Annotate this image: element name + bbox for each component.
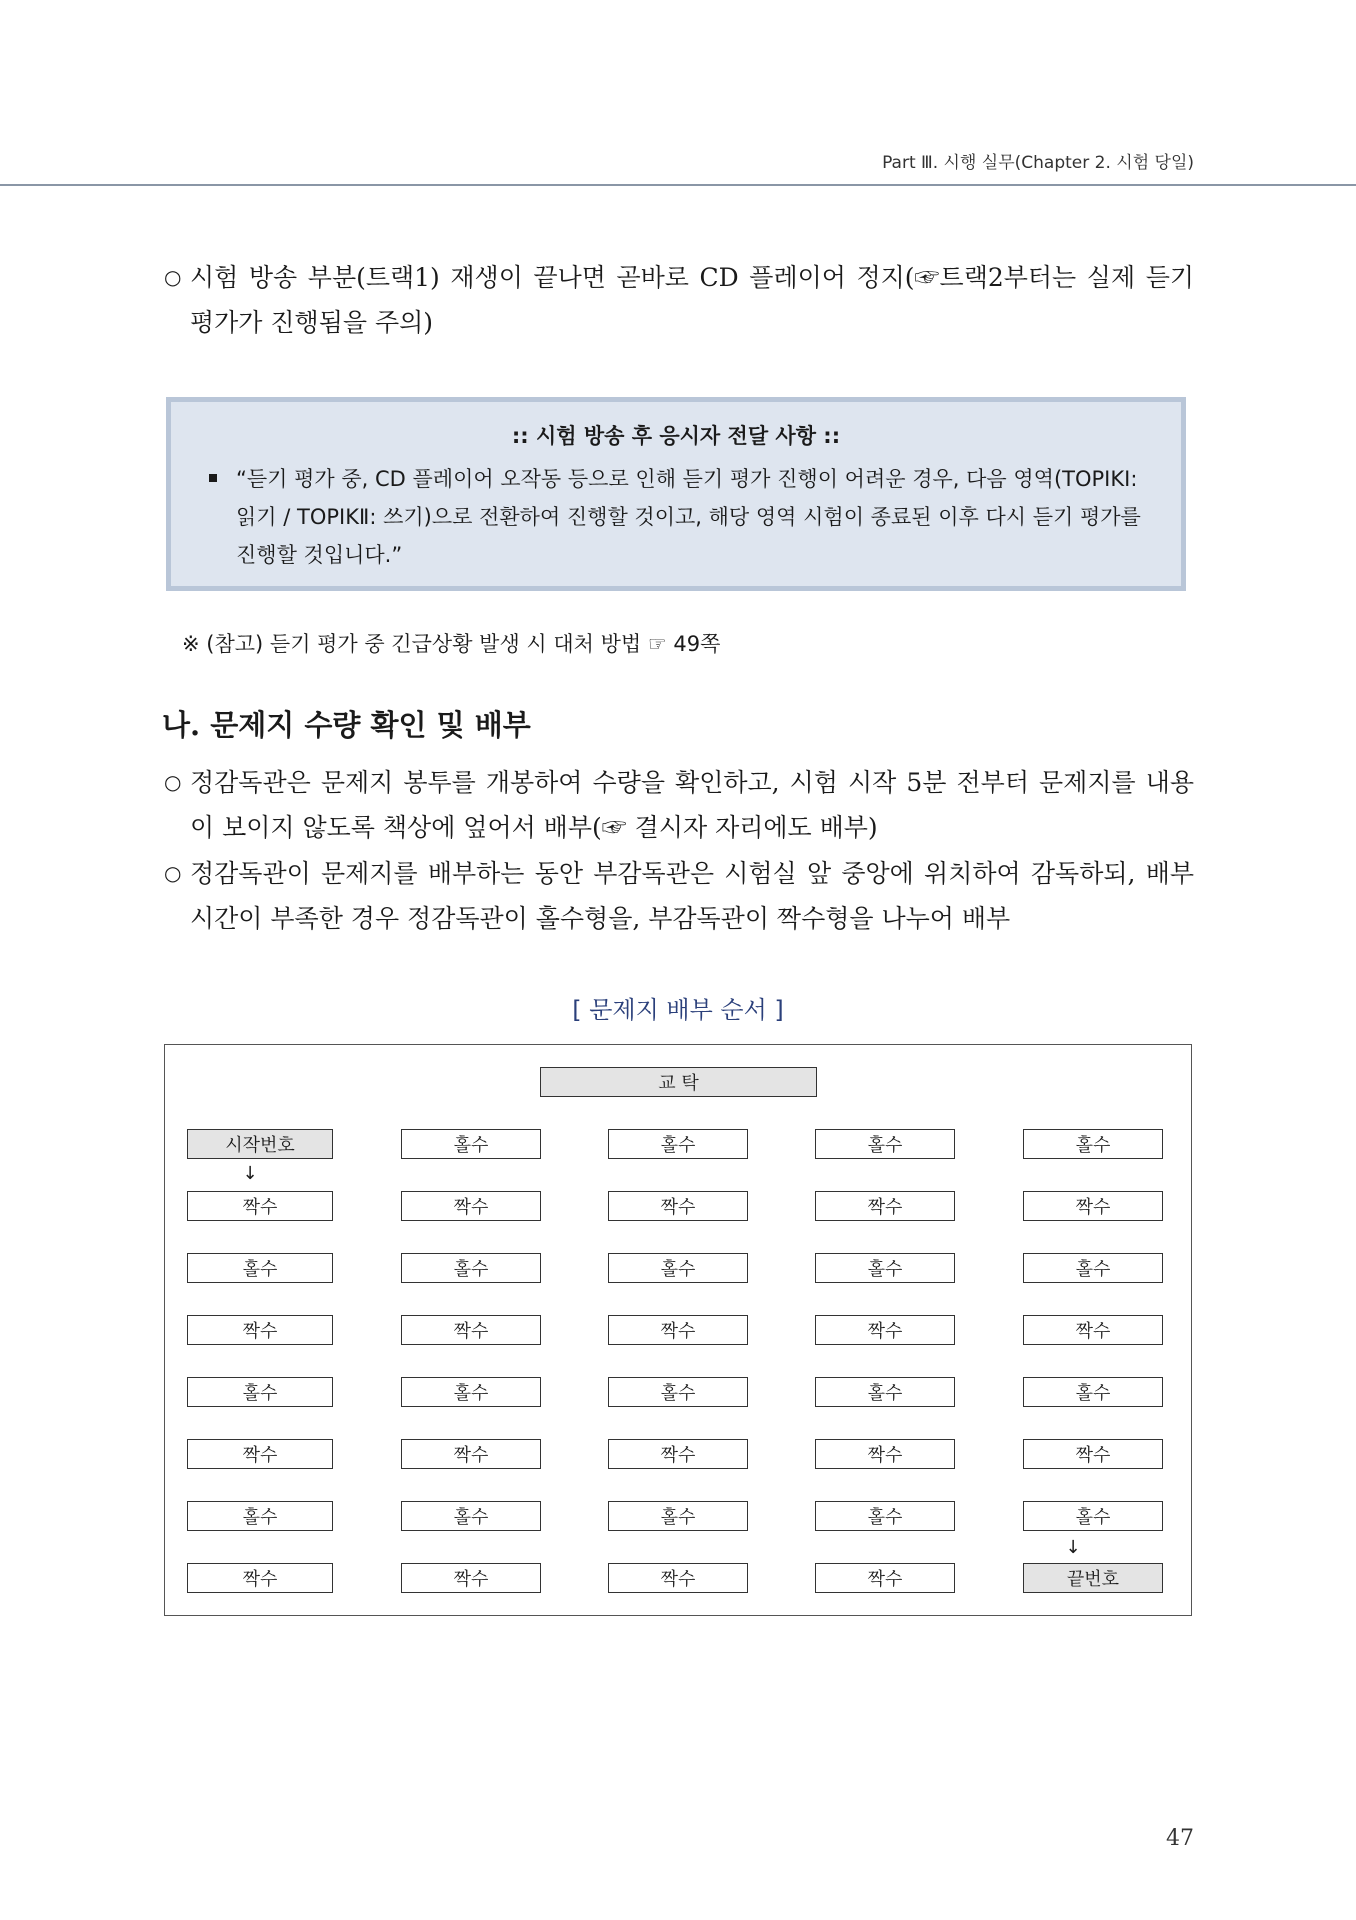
seat-cell: 짝수 <box>608 1191 748 1221</box>
seating-diagram <box>164 1044 1192 1616</box>
seat-cell: 홀수 <box>608 1377 748 1407</box>
reference-note: ※ (참고) 듣기 평가 중 긴급상황 발생 시 대처 방법 ☞ 49쪽 <box>182 632 721 656</box>
seat-cell: 짝수 <box>401 1315 541 1345</box>
seat-cell: 홀수 <box>401 1129 541 1159</box>
circle-bullet-icon: ○ <box>164 770 182 794</box>
paragraph-broadcast <box>164 255 1194 345</box>
seat-cell: 홀수 <box>1023 1501 1163 1531</box>
seat-cell: 짝수 <box>401 1191 541 1221</box>
down-arrow-icon: ↓ <box>242 1163 258 1184</box>
seat-cell: 짝수 <box>815 1563 955 1593</box>
header-rule <box>0 184 1356 186</box>
seat-cell: 홀수 <box>815 1501 955 1531</box>
seat-cell: 짝수 <box>815 1315 955 1345</box>
seat-cell: 홀수 <box>187 1501 333 1531</box>
paragraph-text: 시험 방송 부분(트랙1) 재생이 끝나면 곧바로 CD 플레이어 정지(☞트랙2부터는 실제 듣기 평가가 진행됨을 주의) <box>190 263 1194 337</box>
seat-cell: 홀수 <box>187 1253 333 1283</box>
seat-cell: 짝수 <box>815 1191 955 1221</box>
seat-cell: 짝수 <box>1023 1439 1163 1469</box>
seat-cell: 홀수 <box>401 1253 541 1283</box>
seat-cell: 짝수 <box>187 1439 333 1469</box>
seat-cell: 짝수 <box>608 1439 748 1469</box>
seat-cell: 홀수 <box>608 1253 748 1283</box>
circle-bullet-icon: ○ <box>164 265 182 289</box>
seat-cell: 짝수 <box>608 1315 748 1345</box>
seat-cell: 짝수 <box>401 1439 541 1469</box>
seat-cell: 짝수 <box>1023 1191 1163 1221</box>
page-number: 47 <box>1166 1826 1194 1851</box>
seat-cell: 홀수 <box>608 1129 748 1159</box>
seat-cell: 짝수 <box>608 1563 748 1593</box>
teacher-desk: 교 탁 <box>540 1067 817 1097</box>
square-bullet-icon <box>209 474 217 482</box>
seat-cell: 짝수 <box>815 1439 955 1469</box>
seat-cell: 짝수 <box>1023 1315 1163 1345</box>
section-heading: 나. 문제지 수량 확인 및 배부 <box>162 708 531 742</box>
notice-text: “듣기 평가 중, CD 플레이어 오작동 등으로 인해 듣기 평가 진행이 어려운 경우, 다음 영역(TOPIKⅠ: 읽기 / TOPIKⅡ: 쓰기)으로 전환하여 진행할 것이고, 해당 영역 시험이 종료된 이후 다시 듣기 평가를 진행할 것입니다.” <box>236 467 1141 567</box>
paragraph-text: 정감독관이 문제지를 배부하는 동안 부감독관은 시험실 앞 중앙에 위치하여 감독하되, 배부 시간이 부족한 경우 정감독관이 홀수형을, 부감독관이 짝수형을 나누어 배부 <box>190 859 1194 933</box>
notice-box <box>166 397 1186 591</box>
paragraph-text: 정감독관은 문제지 봉투를 개봉하여 수량을 확인하고, 시험 시작 5분 전부터 문제지를 내용이 보이지 않도록 책상에 엎어서 배부(☞ 결시자 자리에도 배부) <box>190 768 1194 842</box>
down-arrow-icon: ↓ <box>1065 1537 1081 1558</box>
seat-cell: 홀수 <box>187 1377 333 1407</box>
paragraph-distribute <box>164 760 1194 850</box>
seat-cell: 홀수 <box>401 1501 541 1531</box>
seat-cell: 홀수 <box>815 1253 955 1283</box>
running-header: Part Ⅲ. 시행 실무(Chapter 2. 시험 당일) <box>882 153 1194 173</box>
seat-cell: 짝수 <box>187 1563 333 1593</box>
seat-cell: 홀수 <box>815 1129 955 1159</box>
notice-title: :: 시험 방송 후 응시자 전달 사항 :: <box>511 424 841 448</box>
seat-cell: 홀수 <box>1023 1253 1163 1283</box>
start-seat: 시작번호 <box>187 1129 333 1159</box>
seat-cell: 홀수 <box>401 1377 541 1407</box>
figure-title: [ 문제지 배부 순서 ] <box>572 996 784 1024</box>
seat-cell: 홀수 <box>608 1501 748 1531</box>
circle-bullet-icon: ○ <box>164 861 182 885</box>
seat-cell: 짝수 <box>401 1563 541 1593</box>
seat-cell: 홀수 <box>1023 1377 1163 1407</box>
seat-cell: 홀수 <box>1023 1129 1163 1159</box>
end-seat: 끝번호 <box>1023 1563 1163 1593</box>
seat-cell: 짝수 <box>187 1191 333 1221</box>
paragraph-assist <box>164 851 1194 941</box>
seat-cell: 홀수 <box>815 1377 955 1407</box>
seat-cell: 짝수 <box>187 1315 333 1345</box>
